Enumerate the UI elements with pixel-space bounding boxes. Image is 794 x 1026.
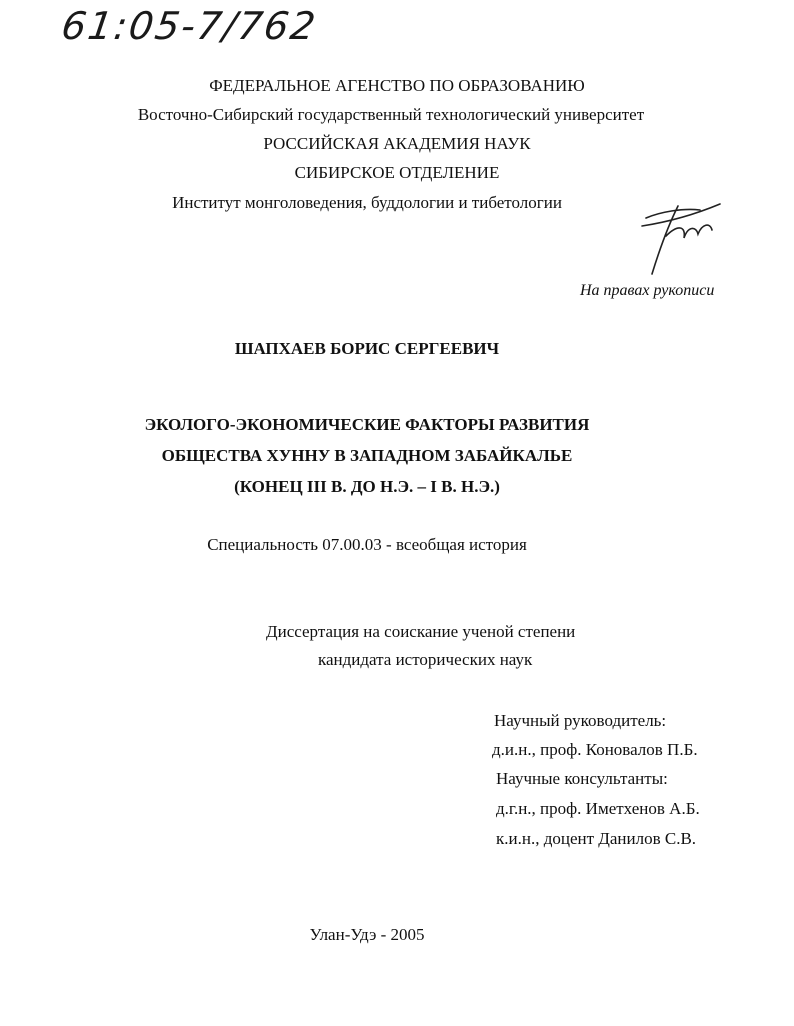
archive-number-handwritten: 61:05-7/762 (58, 4, 320, 48)
dissertation-line-2: кандидата исторических наук (318, 650, 533, 669)
consultant-1: д.г.н., проф. Иметхенов А.Б. (496, 799, 700, 818)
consultants-label: Научные консультанты: (496, 769, 668, 788)
speciality: Специальность 07.00.03 - всеобщая история (207, 535, 527, 554)
city-year: Улан-Удэ - 2005 (309, 925, 425, 944)
supervisor-name: д.и.н., проф. Коновалов П.Б. (492, 740, 698, 759)
academy-name: РОССИЙСКАЯ АКАДЕМИЯ НАУК (263, 134, 531, 153)
thesis-title-line-3: (КОНЕЦ III В. ДО Н.Э. – I В. Н.Э.) (234, 477, 500, 496)
thesis-title-line-2: ОБЩЕСТВА ХУННУ В ЗАПАДНОМ ЗАБАЙКАЛЬЕ (161, 446, 573, 465)
author-name: ШАПХАЕВ БОРИС СЕРГЕЕВИЧ (234, 339, 500, 358)
branch-name: СИБИРСКОЕ ОТДЕЛЕНИЕ (294, 163, 500, 182)
dissertation-line-1: Диссертация на соискание ученой степени (266, 622, 576, 641)
manuscript-note: На правах рукописи (580, 282, 715, 299)
university-name: Восточно-Сибирский государственный технологический университет (137, 105, 645, 124)
signature-icon (638, 196, 728, 278)
institute-name: Институт монголоведения, буддологии и тибетологии (172, 193, 562, 212)
supervisor-label: Научный руководитель: (494, 711, 667, 730)
agency-name: ФЕДЕРАЛЬНОЕ АГЕНСТВО ПО ОБРАЗОВАНИЮ (209, 76, 585, 95)
thesis-title-line-1: ЭКОЛОГО-ЭКОНОМИЧЕСКИЕ ФАКТОРЫ РАЗВИТИЯ (144, 415, 590, 434)
consultant-2: к.и.н., доцент Данилов С.В. (496, 829, 697, 848)
